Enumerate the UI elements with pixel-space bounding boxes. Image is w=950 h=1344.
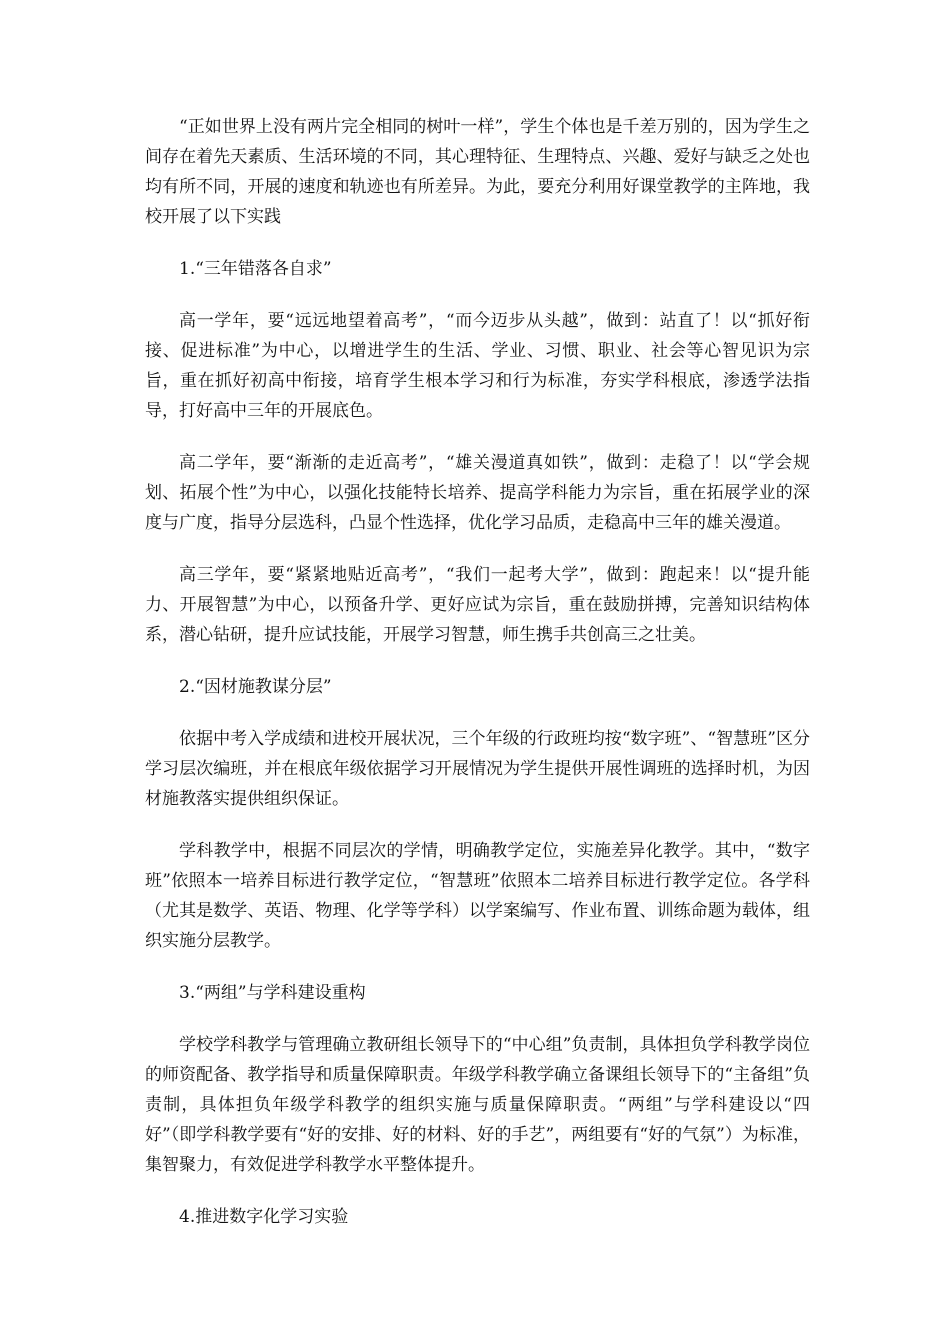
intro-paragraph: “正如世界上没有两片完全相同的树叶一样”，学生个体也是千差万别的，因为学生之间存在着先天素质、生活环境的不同，其心理特征、生理特点、兴趣、爱好与缺乏之处也均有所不同，开展的速度和轨迹也有所差异。为此，要充分利用好课堂教学的主阵地，我校开展了以下实践 xyxy=(145,117,810,227)
paragraph-grade-one: 高一学年，要“远远地望着高考”，“而今迈步从头越”，做到：站直了！以“抓好衔接、促进标准”为中心，以增进学生的生活、学业、习惯、职业、社会等心智见识为宗旨，重在抓好初高中衔接，培育学生根本学习和行为标准，夯实学科根底，渗透学法指导，打好高中三年的开展底色。 xyxy=(145,311,810,421)
paragraph-two-groups: 学校学科教学与管理确立教研组长领导下的“中心组”负责制，具体担负学科教学岗位的师资配备、教学指导和质量保障职责。年级学科教学确立备课组长领导下的“主备组”负责制，具体担负年级学科教学的组织实施与质量保障职责。“两组”与学科建设以“四好”（即学科教学要有“好的安排、好的材料、好的手艺”，两组要有“好的气氛”）为标准，集智聚力，有效促进学科教学水平整体提升。 xyxy=(145,1035,810,1175)
paragraph-differentiated-teaching: 学科教学中，根据不同层次的学情，明确教学定位，实施差异化教学。其中，“数字班”依照本一培养目标进行教学定位，“智慧班”依照本二培养目标进行教学定位。各学科（尤其是数学、英语、物理、化学等学科）以学案编写、作业布置、训练命题为载体，组织实施分层教学。 xyxy=(145,841,810,951)
paragraph-class-grouping: 依据中考入学成绩和进校开展状况，三个年级的行政班均按“数字班”、“智慧班”区分学习层次编班，并在根底年级依据学习开展情况为学生提供开展性调班的选择时机，为因材施教落实提供组织保证。 xyxy=(145,729,810,809)
document-body xyxy=(145,112,810,1254)
section-heading-1: 1.“三年错落各自求” xyxy=(179,259,332,279)
section-heading-2: 2.“因材施教谋分层” xyxy=(179,677,332,697)
section-heading-3: 3.“两组”与学科建设重构 xyxy=(179,983,366,1003)
paragraph-grade-two: 高二学年，要“渐渐的走近高考”，“雄关漫道真如铁”，做到：走稳了！以“学会规划、拓展个性”为中心，以强化技能特长培养、提高学科能力为宗旨，重在拓展学业的深度与广度，指导分层选科，凸显个性选择，优化学习品质，走稳高中三年的雄关漫道。 xyxy=(145,453,810,533)
paragraph-grade-three: 高三学年，要“紧紧地贴近高考”，“我们一起考大学”，做到：跑起来！以“提升能力、开展智慧”为中心，以预备升学、更好应试为宗旨，重在鼓励拼搏，完善知识结构体系，潜心钻研，提升应试技能，开展学习智慧，师生携手共创高三之壮美。 xyxy=(145,565,810,645)
section-heading-4: 4.推进数字化学习实验 xyxy=(179,1207,349,1227)
